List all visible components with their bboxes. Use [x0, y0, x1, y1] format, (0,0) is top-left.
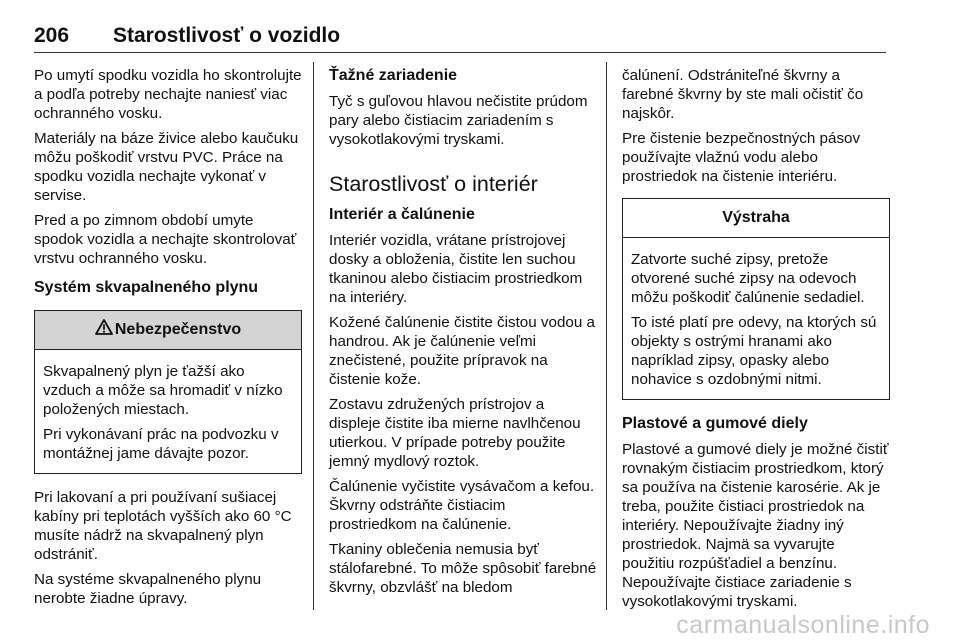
paragraph: To isté platí pre odevy, na ktorých sú objekty s ostrými hranami ako napríklad zipsy, opasky alebo nohavice s ozdobnými nitmi. — [631, 314, 877, 388]
paragraph: Kožené čalúnenie čistite čistou vodou a handrou. Ak je čalúnenie veľmi znečistené, použite prípravok na čistenie kože. — [329, 314, 595, 388]
paragraph: Tkaniny oblečenia nemusia byť stálofarebné. To môže spôsobiť farebné škvrny, obzvlášť na bledom — [329, 541, 597, 596]
header-divider — [34, 52, 886, 53]
section-heading-towbar: Ťažné zariadenie — [329, 67, 458, 84]
column-3 — [622, 66, 890, 617]
paragraph: Materiály na báze živice alebo kaučuku môžu poškodiť vrstvu PVC. Práce na spodku vozidla nechajte vykonať v servise. — [34, 130, 299, 204]
danger-box — [34, 310, 302, 474]
paragraph: Interiér vozidla, vrátane prístrojovej dosky a obloženia, čistite len suchou tkaninou alebo čistiacim prostriedkom na interiéry. — [329, 232, 583, 306]
paragraph: Tyč s guľovou hlavou nečistite prúdom pary alebo čistiacim zariadením s vysokotlakovými tryskami. — [329, 93, 588, 148]
paragraph: Zostavu združených prístrojov a displeje čistite iba mierne navlhčenou utierkou. V prípade potreby použite jemný mydlový roztok. — [329, 396, 581, 470]
danger-box-title: Nebezpečenstvo — [114, 321, 242, 338]
page-title: Starostlivosť o vozidlo — [113, 24, 341, 47]
section-heading-plastic-rubber: Plastové a gumové diely — [622, 415, 808, 432]
watermark-text: carmanualsonline.info — [676, 611, 930, 639]
paragraph: Pri lakovaní a pri používaní sušiacej kabíny pri teplotách vyšších ako 60 °C musíte nádrž na skvapalnený plyn odstrániť. — [34, 489, 292, 563]
caution-box-header: Výstraha — [623, 199, 889, 238]
column-divider-1 — [313, 62, 314, 610]
paragraph: Čalúnenie vyčistite vysávačom a kefou. Škvrny odstráňte čistiacim prostriedkom na čalúnenie. — [329, 478, 595, 533]
paragraph: Plastové a gumové diely je možné čistiť rovnakým čistiacim prostriedkom, ktorý sa používa na čistenie karosérie. Ak je treba, použite čistiaci prostriedok na interiéry. Nepoužívajte žiadny iný prostriedok. Najmä sa vyvarujte použitiu rozpúšťadiel a benzínu. Nepoužívajte čistiace zariadenie s vysokotlakovými tryskami. — [622, 441, 889, 610]
caution-box-body — [623, 238, 889, 399]
section-heading-interior-upholstery: Interiér a čalúnenie — [329, 206, 475, 223]
warning-triangle-icon — [95, 312, 113, 328]
paragraph: čalúnení. Odstrániteľné škvrny a farebné škvrny by ste mali očistiť čo najskôr. — [622, 67, 864, 122]
paragraph: Pri vykonávaní prác na podvozku v montážnej jame dávajte pozor. — [43, 426, 279, 462]
column-divider-2 — [606, 62, 607, 610]
paragraph: Pre čistenie bezpečnostných pásov používajte vlažnú vodu alebo prostriedok na čistenie interiéru. — [622, 130, 861, 185]
caution-box — [622, 198, 890, 400]
page-number: 206 — [34, 24, 70, 47]
danger-box-body — [35, 350, 301, 473]
danger-box-header — [35, 311, 301, 350]
paragraph: Pred a po zimnom období umyte spodok vozidla a nechajte skontrolovať vrstvu ochranného vosku. — [34, 212, 297, 267]
column-2 — [329, 66, 597, 603]
paragraph: Skvapalnený plyn je ťažší ako vzduch a môže sa hromadiť v nízko položených miestach. — [43, 363, 283, 418]
paragraph: Na systéme skvapalneného plynu nerobte žiadne úpravy. — [34, 571, 262, 607]
column-1 — [34, 66, 302, 614]
paragraph: Po umytí spodku vozidla ho skontrolujte a podľa potreby nechajte naniesť viac ochranného vosku. — [34, 67, 302, 122]
paragraph: Zatvorte suché zipsy, pretože otvorené suché zipsy na odevoch môžu poškodiť čalúnenie sedadiel. — [631, 251, 865, 306]
section-heading-lpg-system: Systém skvapalneného plynu — [34, 279, 259, 296]
chapter-heading-interior-care: Starostlivosť o interiér — [329, 172, 538, 196]
